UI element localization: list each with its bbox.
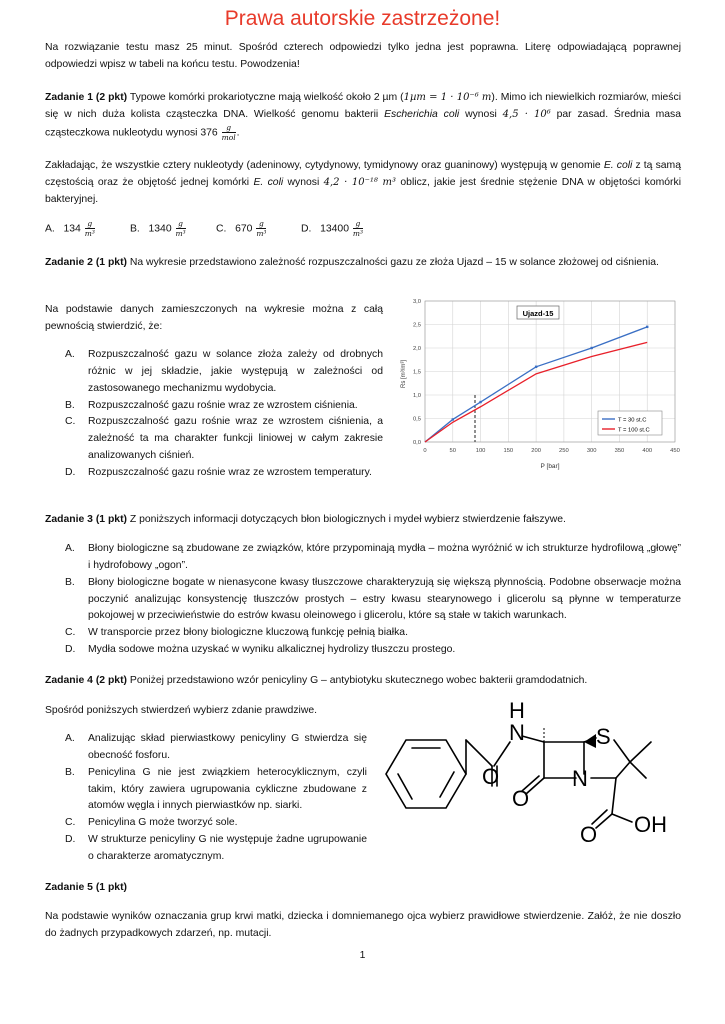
q3-title: Zadanie 3 (1 pkt): [45, 514, 127, 525]
y-tick-label: 0,0: [412, 440, 421, 446]
q4-options: [45, 731, 367, 866]
x-tick-label: 150: [503, 448, 514, 454]
x-tick-label: 200: [531, 448, 541, 454]
q5-text: Na podstawie wyników oznaczania grup krwi matki, dziecka i domniemanego ojca wybierz prawidłowe stwierdzenie. Załóż, że nie doszło do żadnych przypadkowych zdarzeń, np. mutacji.: [45, 911, 681, 939]
y-tick-label: 2,0: [412, 346, 421, 352]
x-tick-label: 50: [449, 448, 457, 454]
q1-answer-b[interactable]: B. 1340 $\frac{g}{\text{m³}}$: [130, 219, 186, 238]
atom-h: H: [509, 698, 525, 723]
q1-text-d: par zasad. Średnia masa cząsteczkowa nukleotydu wynosi 376: [45, 108, 681, 139]
chart-x-label: P [bar]: [540, 463, 560, 470]
q2-option-a[interactable]: A. Rozpuszczalność gazu w solance złoża zależy od drobnych różnic w jej składzie, jakie występują w zależności od zastosowanego mechanizmu wydobycia.: [65, 349, 383, 394]
copyright-banner: Prawa autorskie zastrzeżone!: [224, 7, 501, 30]
q1-answer-d[interactable]: D. 13400 $\frac{g}{\text{m³}}$: [301, 219, 363, 238]
x-tick-label: 450: [670, 448, 680, 454]
q3-intro: [45, 512, 681, 529]
x-tick-label: 100: [475, 448, 486, 454]
q1-p2-species-2: E. coli: [253, 176, 284, 188]
chart-y-label: Rs [m³/m³]: [401, 360, 407, 388]
q1-math-genome: 4,5 · 10⁶: [502, 108, 551, 120]
atom-n-ring: N: [572, 766, 588, 791]
q5-title: Zadanie 5 (1 pkt): [45, 882, 127, 893]
q1-p2-text-c: wynosi: [287, 176, 320, 188]
q1-title: Zadanie 1 (2 pkt): [45, 92, 128, 103]
intro-text: Na rozwiązanie testu masz 25 minut. Spośród czterech odpowiedzi tylko jedna jest poprawna. Literę odpowiadającą poprawnej odpowiedzi wpisz w tabeli na końcu testu. Powodzenia!: [45, 42, 681, 70]
atom-n-amide: N: [509, 720, 525, 745]
x-tick-label: 250: [559, 448, 569, 454]
q3-option-d[interactable]: D. Mydła sodowe można uzyskać w wyniku alkalicznej hydrolizy tłuszczu prostego.: [65, 644, 456, 656]
wedge-bond: [584, 734, 596, 748]
q3-text: Z poniższych informacji dotyczących błon biologicznych i mydeł wybierz stwierdzenie fałszywe.: [129, 514, 566, 525]
q1-p2-text-b: z tą samą częstością oraz że objętość jednej komórki: [45, 160, 681, 188]
q1-answers: [45, 220, 445, 244]
series-1-point: [646, 326, 648, 328]
y-tick-label: 2,5: [412, 322, 421, 329]
q4-option-c[interactable]: C. Penicylina G może tworzyć sole.: [65, 817, 238, 829]
q2-title: Zadanie 2 (1 pkt): [45, 257, 127, 268]
q4-option-b[interactable]: B. Penicylina G nie jest związkiem heterocyklicznym, czyli takim, który zawiera ugrupowania cykliczne zbudowane z atomów węgla i innych pierwiastków np. siarki.: [65, 766, 367, 812]
q1-paragraph-1: Zadanie 1 (2 pkt) Typowe komórki prokariotyczne mają wielkość około 2 µm (1µm = 1 · 10⁻⁶ m). Mimo ich niewielkich rozmiarów, mieści się w nich duża kolista cząsteczka DNA. Wielkość genomu bakterii Escherichia coli wynosi 4,5 · 10⁶ par zasad. Średnia masa cząsteczkowa nukleotydu wynosi 376 $\frac{g}{\text{mol}}$ .: [45, 92, 682, 142]
q1-answer-c[interactable]: C. 670 $\frac{g}{\text{m³}}$: [216, 219, 267, 238]
q2-lead: Na podstawie danych zamieszczonych na wykresie można z całą pewnością stwierdzić, że:: [45, 304, 383, 332]
q4-lead: Spośród poniższych stwierdzeń wybierz zdanie prawdziwe.: [45, 705, 318, 716]
q1-p2-text-d: oblicz, jakie jest średnie stężenie DNA w objętości komórki bakteryjnej.: [45, 176, 682, 205]
atom-o-amide: O: [482, 764, 500, 789]
q4-option-a[interactable]: A. Analizując skład pierwiastkowy penicyliny G stwierdza się obecność fosforu.: [65, 733, 367, 761]
legend-series-2: T = 100 st.C: [618, 427, 650, 434]
chart-legend: [598, 411, 662, 435]
q4-title: Zadanie 4 (2 pkt): [45, 675, 127, 686]
atom-o-lactam: O: [512, 786, 530, 811]
series-1-point: [479, 401, 481, 403]
q4-option-d[interactable]: D. W strukturze penicyliny G nie występuje żadne ugrupowanie o charakterze aromatycznym.: [65, 834, 367, 862]
atom-o-carboxyl: O: [580, 822, 598, 847]
q4-text: Poniżej przedstawiono wzór penicyliny G – antybiotyku skutecznego wobec bakterii gramdodatnich.: [129, 675, 588, 686]
chart-title-box: [517, 306, 559, 319]
q4-intro: [45, 673, 681, 690]
q1-paragraph-2: [45, 158, 681, 209]
structure-bonds: [386, 736, 651, 828]
q2-text: Na wykresie przedstawiono zależność rozpuszczalności gazu ze złoża Ujazd – 15 w solance złożowej od ciśnienia.: [129, 257, 659, 268]
q2-option-d[interactable]: D. Rozpuszczalność gazu rośnie wraz ze wzrostem temperatury.: [65, 466, 372, 478]
q2-option-c[interactable]: C. Rozpuszczalność gazu rośnie wraz ze wzrostem ciśnienia, a zależność ta ma charakter funkcji liniowej w całym zakresie analizowanych ciśnień.: [65, 416, 383, 462]
chart-x-ticks: [423, 448, 679, 454]
page-number: 1: [359, 950, 366, 961]
y-tick-label: 1,0: [412, 393, 421, 399]
x-tick-label: 300: [586, 448, 597, 454]
y-tick-label: 0,5: [412, 416, 421, 423]
q3-options: [45, 541, 681, 659]
q1-text-b: ). Mimo ich niewielkich rozmiarów, mieści się w nich duża kolista cząsteczka DNA. Wielkość genomu bakterii: [45, 92, 682, 120]
series-1-point: [535, 366, 537, 368]
chart-title: Ujazd-15: [522, 309, 554, 318]
atom-oh: OH: [634, 812, 667, 837]
series-1-point: [590, 347, 592, 349]
chart-y-ticks: [413, 299, 421, 446]
series-1-point: [452, 418, 454, 420]
q1-math-micrometer: 1µm = 1 · 10⁻⁶ m: [403, 92, 492, 103]
q1-p2-species: E. coli: [603, 160, 633, 171]
q2-options: [45, 347, 383, 482]
y-tick-label: 3,0: [412, 299, 421, 305]
q1-text-c: wynosi: [465, 108, 497, 120]
solubility-chart: [395, 294, 705, 474]
q3-option-c[interactable]: C. W transporcie przez błony biologiczne kluczową funkcję pełnią białka.: [65, 627, 408, 639]
q3-option-a[interactable]: A. Błony biologiczne są zbudowane ze związków, które przypominają mydła – można wyróżnić w ich strukturze hydrofilową „głowę” i hydrofobowy „ogon”.: [65, 543, 681, 571]
x-tick-label: 0: [423, 448, 427, 454]
q2-option-b[interactable]: B. Rozpuszczalność gazu rośnie wraz ze wzrostem ciśnienia.: [65, 399, 358, 411]
x-tick-label: 400: [642, 448, 653, 454]
q1-p2-text-a: Zakładając, że wszystkie cztery nukleotydy (adeninowy, cytydynowy, tymidynowy oraz guaninowy) występują w genomie: [45, 160, 601, 171]
x-tick-label: 350: [614, 448, 625, 454]
y-tick-label: 1,5: [412, 369, 421, 376]
legend-series-1: T = 30 st.C: [618, 417, 647, 424]
q3-option-b[interactable]: B. Błony biologiczne bogate w nienasycone kwasy tłuszczowe charakteryzują się większą płynnością. Podobne obserwacje można poczynić analizując konsystencję tłuszczów prostych – estry kwasu stearynowego i glicerolu są płynne w temperaturze pokojowej w przeciwieństwie do estrów kwasu oleinowego i glicerolu, które są stałe w takich warunkach.: [65, 576, 681, 622]
q1-math-volume: 4,2 · 10⁻¹⁸ m³: [323, 176, 397, 188]
atom-s: S: [596, 724, 611, 749]
structure-atom-labels: [482, 698, 667, 847]
q1-species: Escherichia coli: [384, 108, 460, 120]
penicillin-g-structure: [376, 696, 696, 856]
q2-intro: [45, 255, 681, 272]
q1-unit-fraction: $\frac{g}{\text{mol}}$: [221, 122, 236, 142]
q1-answer-a[interactable]: A. 134 $\frac{g}{\text{m³}}$: [45, 219, 95, 238]
q1-text-a: Typowe komórki prokariotyczne mają wielkość około 2 µm (: [129, 92, 404, 103]
